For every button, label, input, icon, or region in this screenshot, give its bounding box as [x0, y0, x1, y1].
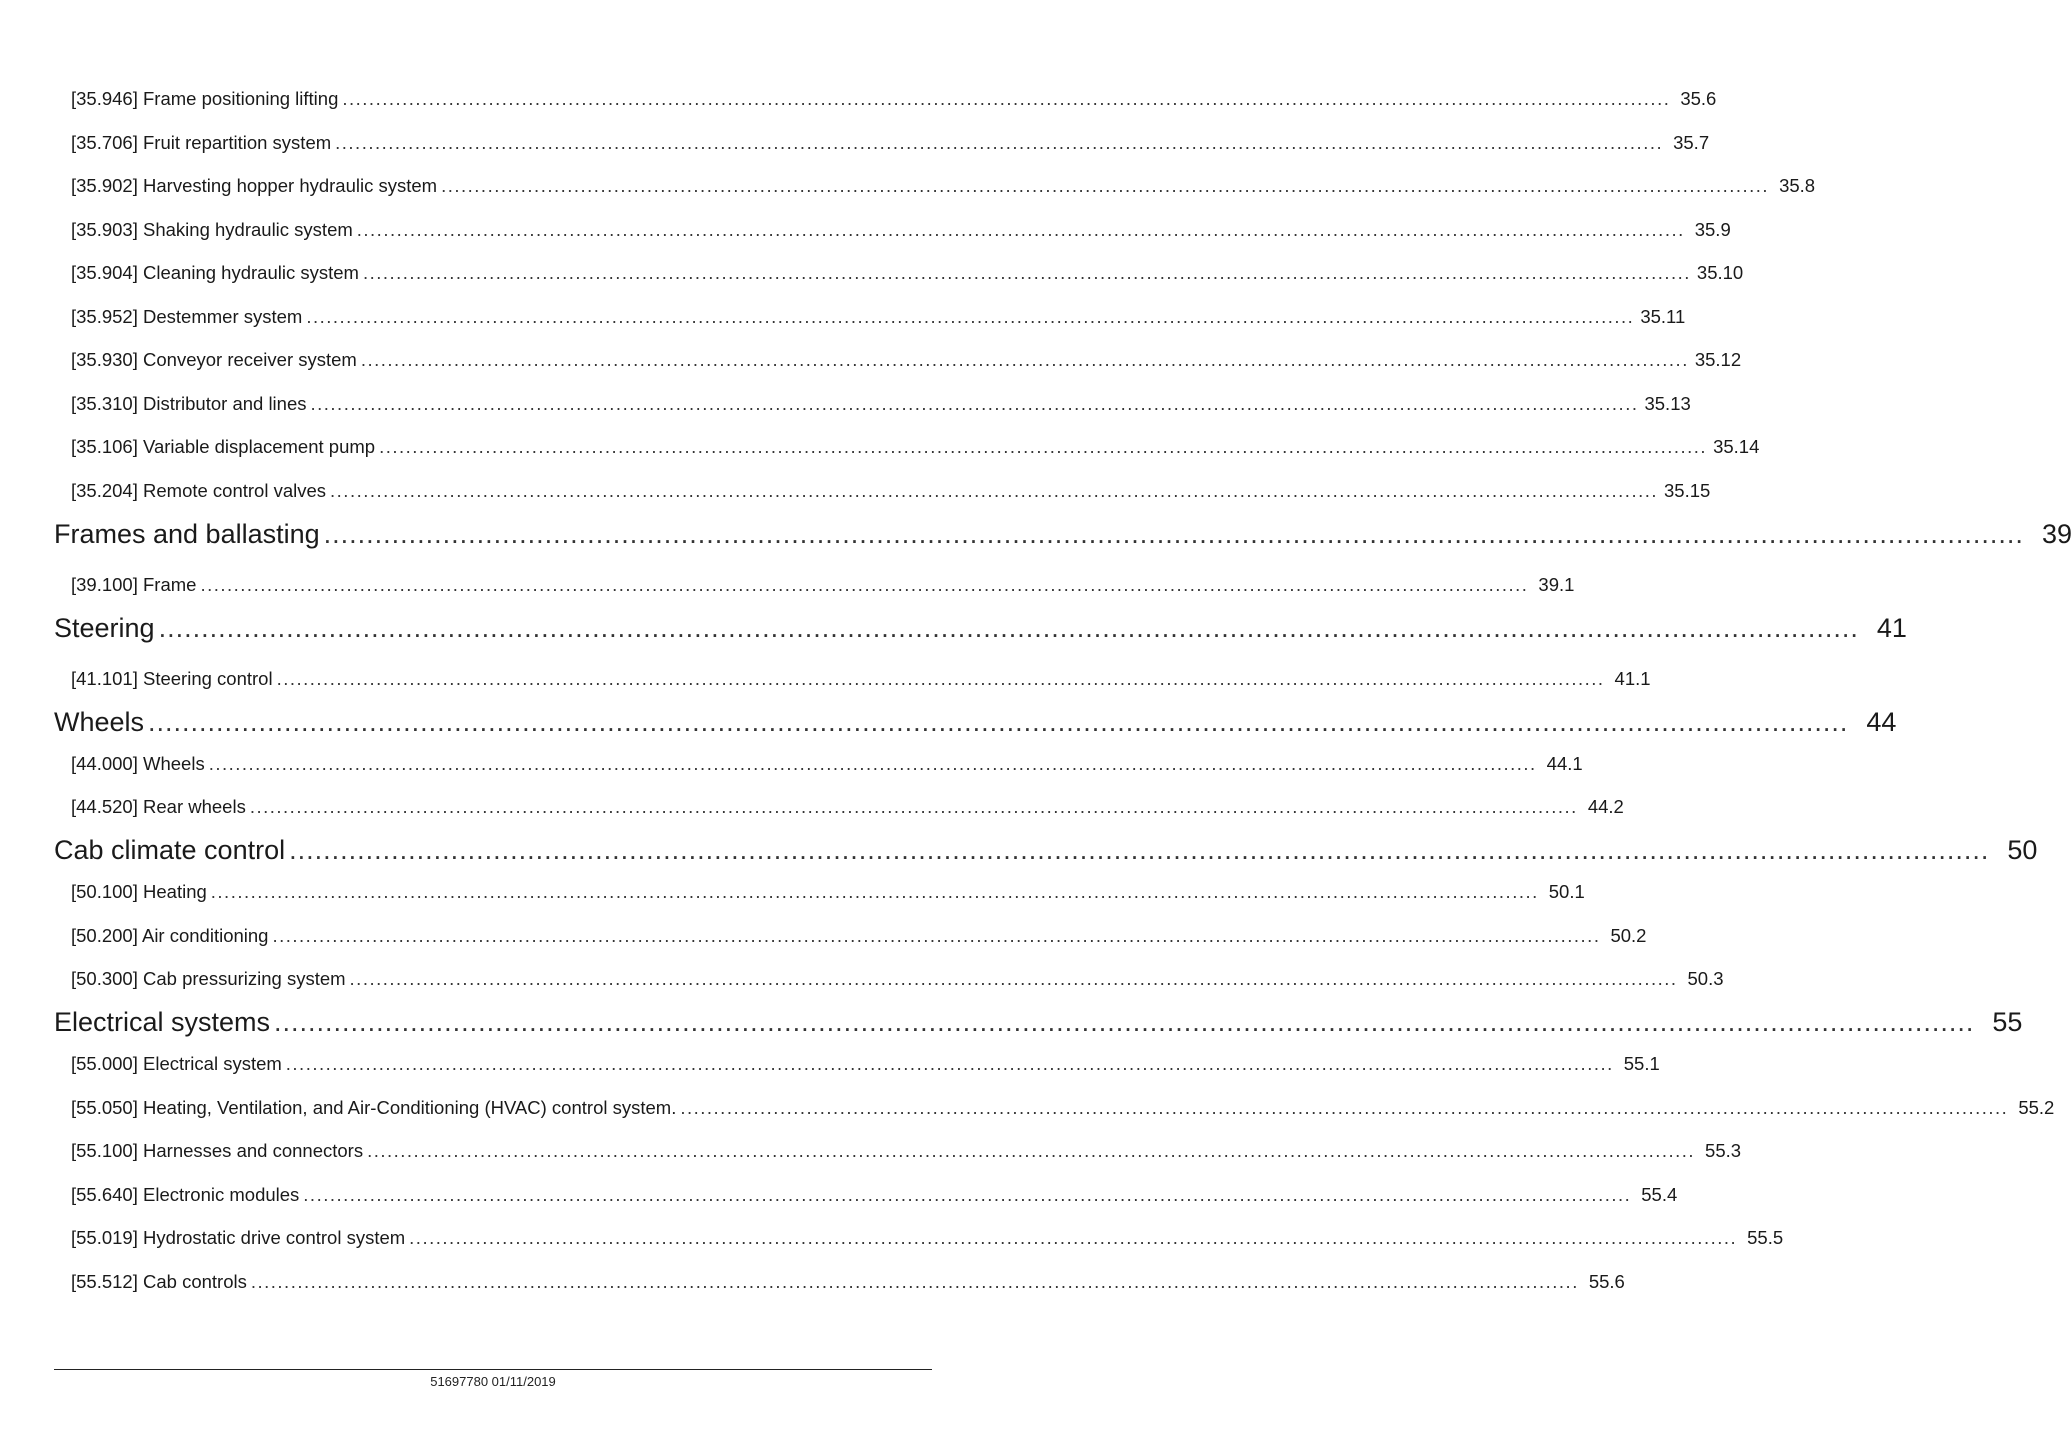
toc-section-entry[interactable]	[71, 1053, 1660, 1075]
toc-entry-title: [35.204] Remote control valves	[71, 479, 327, 501]
toc-section-entry[interactable]	[71, 88, 1717, 110]
toc-entry-title: Wheels	[54, 706, 145, 737]
toc-entry-title: [35.902] Harvesting hopper hydraulic system	[71, 175, 438, 196]
toc-entry-title: [55.019] Hydrostatic drive control system	[71, 1227, 406, 1248]
toc-dot-leader: ........................................................................................................................................................................................................	[289, 835, 1990, 865]
toc-page-number: 41	[1876, 612, 1907, 643]
toc-entry-title: [35.706] Fruit repartition system	[71, 131, 332, 153]
toc-dot-leader: ........................................................................................................................................................................................................	[272, 924, 1601, 946]
toc-page-number: 55.4	[1641, 1183, 1678, 1205]
toc-entry-title: Cab climate control	[54, 835, 286, 865]
toc-chapter-entry[interactable]	[54, 706, 1897, 738]
toc-entry-title: [50.200] Air conditioning	[71, 924, 269, 946]
toc-dot-leader: ........................................................................................................................................................................................................	[210, 881, 1539, 902]
toc-section-entry[interactable]	[71, 392, 1691, 415]
toc-page-number: 35.13	[1644, 392, 1691, 414]
toc-dot-leader: ........................................................................................................................................................................................................	[303, 1183, 1632, 1205]
toc-entry-title: [55.640] Electronic modules	[71, 1183, 300, 1205]
footer-divider	[54, 1369, 932, 1370]
toc-page-number: 35.15	[1664, 479, 1711, 501]
toc-entry-title: [50.300] Cab pressurizing system	[71, 968, 346, 989]
toc-entry-title: [55.512] Cab controls	[71, 1270, 247, 1292]
toc-dot-leader: ........................................................................................................................................................................................................	[306, 305, 1635, 327]
toc-dot-leader: ........................................................................................................................................................................................................	[249, 796, 1578, 817]
toc-dot-leader: ........................................................................................................................................................................................................	[310, 392, 1639, 414]
toc-chapter-entry[interactable]	[54, 518, 2072, 550]
toc-dot-leader: ........................................................................................................................................................................................................	[356, 218, 1685, 240]
toc-section-entry[interactable]	[71, 968, 1724, 990]
toc-entry-title: [44.520] Rear wheels	[71, 796, 246, 817]
toc-entry-title: [35.930] Conveyor receiver system	[71, 349, 357, 370]
toc-section-entry[interactable]	[71, 218, 1731, 241]
toc-dot-leader: ........................................................................................................................................................................................................	[274, 1007, 1975, 1037]
toc-page-number: 35.14	[1713, 436, 1760, 457]
toc-section-entry[interactable]	[71, 752, 1583, 775]
toc-page-number: 35.8	[1779, 175, 1816, 196]
toc-entry-title: Electrical systems	[54, 1007, 271, 1037]
toc-chapter-entry[interactable]	[54, 612, 1907, 644]
toc-page-number: 35.12	[1694, 349, 1742, 370]
toc-page-number: 55.6	[1588, 1270, 1625, 1292]
toc-entry-title: [41.101] Steering control	[71, 667, 273, 689]
toc-dot-leader: ........................................................................................................................................................................................................	[441, 175, 1770, 196]
toc-page-number: 50	[2007, 835, 2038, 865]
toc-page-number: 55.3	[1705, 1140, 1742, 1161]
toc-section-entry[interactable]	[71, 573, 1575, 596]
toc-dot-leader: ........................................................................................................................................................................................................	[276, 667, 1605, 689]
toc-page-number: 44.1	[1546, 752, 1583, 774]
toc-page-number: 44	[1866, 706, 1897, 737]
toc-section-entry[interactable]	[71, 1140, 1742, 1162]
toc-dot-leader: ........................................................................................................................................................................................................	[379, 436, 1708, 457]
toc-page-number: 55.2	[2018, 1096, 2055, 1118]
toc-entry-title: [35.903] Shaking hydraulic system	[71, 218, 353, 240]
toc-page-number: 44.2	[1587, 796, 1624, 817]
toc-dot-leader: ........................................................................................................................................................................................................	[330, 479, 1659, 501]
toc-page-number: 35.11	[1640, 305, 1686, 327]
toc-dot-leader: ........................................................................................................................................................................................................	[367, 1140, 1696, 1161]
toc-page-number: 35.9	[1694, 218, 1731, 240]
toc-section-entry[interactable]	[71, 262, 1744, 284]
toc-entry-title: [50.100] Heating	[71, 881, 207, 902]
toc-page-number: 55.1	[1623, 1053, 1660, 1074]
toc-entry-title: [35.946] Frame positioning lifting	[71, 88, 339, 109]
toc-section-entry[interactable]	[71, 1183, 1678, 1206]
toc-page-number: 35.6	[1680, 88, 1717, 109]
toc-dot-leader: ........................................................................................................................................................................................................	[342, 88, 1671, 109]
toc-section-entry[interactable]	[71, 305, 1686, 328]
toc-chapter-entry[interactable]	[54, 1007, 2023, 1038]
toc-dot-leader: ........................................................................................................................................................................................................	[208, 752, 1537, 774]
toc-entry-title: [55.050] Heating, Ventilation, and Air-Conditioning (HVAC) control system.	[71, 1096, 677, 1118]
toc-dot-leader: ........................................................................................................................................................................................................	[158, 612, 1859, 643]
toc-section-entry[interactable]	[71, 436, 1760, 458]
toc-entry-title: [39.100] Frame	[71, 573, 197, 595]
toc-chapter-entry[interactable]	[54, 835, 2038, 866]
footer-doc-id-date: 51697780 01/11/2019	[430, 1374, 556, 1389]
toc-entry-title: [35.310] Distributor and lines	[71, 392, 307, 414]
toc-section-entry[interactable]	[71, 796, 1624, 818]
toc-dot-leader: ........................................................................................................................................................................................................	[360, 349, 1689, 370]
toc-section-entry[interactable]	[71, 924, 1647, 947]
toc-section-entry[interactable]	[71, 349, 1742, 371]
toc-section-entry[interactable]	[71, 1270, 1625, 1293]
toc-dot-leader: ........................................................................................................................................................................................................	[285, 1053, 1614, 1074]
toc-page-number: 50.2	[1610, 924, 1647, 946]
toc-section-entry[interactable]	[71, 479, 1711, 502]
toc-dot-leader: ........................................................................................................................................................................................................	[323, 518, 2024, 549]
toc-section-entry[interactable]	[71, 667, 1651, 690]
toc-dot-leader: ........................................................................................................................................................................................................	[409, 1227, 1738, 1248]
toc-dot-leader: ........................................................................................................................................................................................................	[200, 573, 1529, 595]
toc-entry-title: [55.100] Harnesses and connectors	[71, 1140, 364, 1161]
toc-entry-title: Steering	[54, 612, 155, 643]
toc-page-number: 35.10	[1696, 262, 1744, 283]
toc-dot-leader: ........................................................................................................................................................................................................	[250, 1270, 1579, 1292]
toc-entry-title: [35.952] Destemmer system	[71, 305, 303, 327]
toc-section-entry[interactable]	[71, 131, 1710, 154]
toc-section-entry[interactable]	[71, 1227, 1784, 1249]
toc-dot-leader: ........................................................................................................................................................................................................	[335, 131, 1664, 153]
toc-page-number: 41.1	[1614, 667, 1651, 689]
toc-section-entry[interactable]	[71, 175, 1816, 197]
toc-entry-title: [44.000] Wheels	[71, 752, 205, 774]
toc-page-number: 55.5	[1747, 1227, 1784, 1248]
toc-entry-title: [35.106] Variable displacement pump	[71, 436, 376, 457]
toc-entry-title: [55.000] Electrical system	[71, 1053, 282, 1074]
toc-section-entry[interactable]	[71, 881, 1585, 903]
toc-dot-leader: ........................................................................................................................................................................................................	[349, 968, 1678, 989]
toc-page-number: 50.1	[1548, 881, 1585, 902]
toc-section-entry[interactable]	[71, 1096, 2055, 1119]
toc-page-number: 39	[2041, 518, 2072, 549]
toc-entry-title: [35.904] Cleaning hydraulic system	[71, 262, 359, 283]
toc-dot-leader: ........................................................................................................................................................................................................	[680, 1096, 2009, 1118]
toc-dot-leader: ........................................................................................................................................................................................................	[362, 262, 1691, 283]
toc-page-number: 55	[1992, 1007, 2023, 1037]
toc-page-number: 39.1	[1538, 573, 1575, 595]
toc-dot-leader: ........................................................................................................................................................................................................	[148, 706, 1849, 737]
toc-page-number: 35.7	[1673, 131, 1710, 153]
toc-entry-title: Frames and ballasting	[54, 518, 320, 549]
toc-page-number: 50.3	[1687, 968, 1724, 989]
